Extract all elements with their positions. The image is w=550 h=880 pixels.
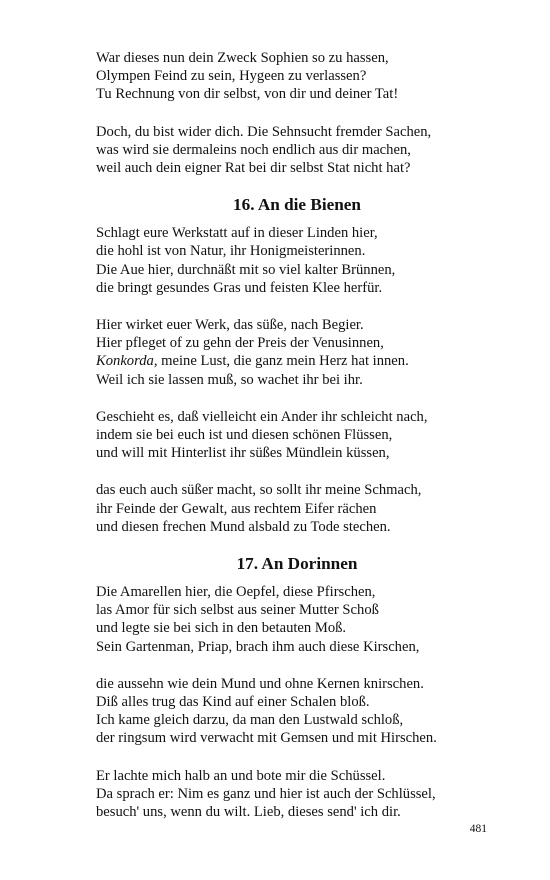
verse-line <box>96 279 496 297</box>
verse-text: Er lachte mich halb an und bote mir die Schüssel. <box>96 767 386 784</box>
page-content <box>96 49 496 821</box>
verse-line <box>96 371 496 389</box>
verse-text: das euch auch süßer macht, so sollt ihr meine Schmach, <box>96 482 422 499</box>
poem <box>96 194 496 536</box>
verse-line <box>96 583 496 601</box>
verse-text: und diesen frechen Mund alsbald zu Tode stechen. <box>96 518 391 535</box>
stanza <box>96 224 496 297</box>
poem <box>96 553 496 821</box>
verse-text: meine Lust, die ganz mein Herz hat innen. <box>157 353 409 370</box>
verse-line <box>96 408 496 426</box>
verse-line <box>96 352 496 370</box>
verse-text: was wird sie dermaleins noch endlich aus dir machen, <box>96 141 411 158</box>
verse-text: ihr Feinde der Gewalt, aus rechtem Eifer rächen <box>96 500 377 517</box>
stanza <box>96 481 496 536</box>
verse-line <box>96 67 496 85</box>
poem-list <box>96 194 496 821</box>
stanza <box>96 49 496 104</box>
verse-text: Da sprach er: Nim es ganz und hier ist auch der Schlüssel, <box>96 785 436 802</box>
verse-text: die aussehn wie dein Mund und ohne Kernen knirschen. <box>96 675 424 692</box>
verse-text: Hier pfleget of zu gehn der Preis der Venusinnen, <box>96 335 384 352</box>
verse-text: Die Amarellen hier, die Oepfel, diese Pfirschen, <box>96 584 376 601</box>
poem-continuation <box>96 49 496 177</box>
verse-line <box>96 803 496 821</box>
verse-line <box>96 693 496 711</box>
verse-line <box>96 500 496 518</box>
verse-text: besuch' uns, wenn du wilt. Lieb, dieses send' ich dir. <box>96 804 401 821</box>
verse-line <box>96 601 496 619</box>
verse-line <box>96 123 496 141</box>
verse-text: indem sie bei euch ist und diesen schönen Flüssen, <box>96 427 393 444</box>
verse-text: Weil ich sie lassen muß, so wachet ihr bei ihr. <box>96 371 363 388</box>
verse-line <box>96 518 496 536</box>
verse-line <box>96 49 496 67</box>
verse-text: Tu Rechnung von dir selbst, von dir und deiner Tat! <box>96 86 399 103</box>
verse-text: Sein Gartenman, Priap, brach ihm auch diese Kirschen, <box>96 638 420 655</box>
stanza <box>96 123 496 178</box>
stanza <box>96 316 496 389</box>
italic-name: Konkorda, <box>96 353 158 370</box>
verse-line <box>96 159 496 177</box>
verse-text: der ringsum wird verwacht mit Gemsen und mit Hirschen. <box>96 730 437 747</box>
verse-line <box>96 141 496 159</box>
verse-line <box>96 785 496 803</box>
verse-line <box>96 619 496 637</box>
verse-line <box>96 729 496 747</box>
verse-text: Die Aue hier, durchnäßt mit so viel kalter Brünnen, <box>96 261 396 278</box>
verse-text: und legte sie bei sich in den betauten Moß. <box>96 620 347 637</box>
verse-text: War dieses nun dein Zweck Sophien so zu hassen, <box>96 50 389 66</box>
poem-title: 17. An Dorinnen <box>236 554 358 574</box>
verse-line <box>96 85 496 103</box>
verse-text: Hier wirket euer Werk, das süße, nach Begier. <box>96 317 364 334</box>
verse-line <box>96 481 496 499</box>
page-number: 481 <box>469 823 487 835</box>
verse-text: die hohl ist von Natur, ihr Honigmeisterinnen. <box>96 243 366 260</box>
verse-line <box>96 334 496 352</box>
verse-line <box>96 316 496 334</box>
poem-title: 16. An die Bienen <box>233 195 361 215</box>
verse-text: Doch, du bist wider dich. Die Sehnsucht fremder Sachen, <box>96 123 432 140</box>
verse-line <box>96 711 496 729</box>
verse-line <box>96 261 496 279</box>
verse-text: las Amor für sich selbst aus seiner Mutter Schoß <box>96 602 379 619</box>
verse-line <box>96 638 496 656</box>
stanza <box>96 767 496 822</box>
verse-text: und will mit Hinterlist ihr süßes Mündlein küssen, <box>96 445 390 462</box>
verse-text: Olympen Feind zu sein, Hygeen zu verlassen? <box>96 68 367 85</box>
stanza <box>96 583 496 656</box>
verse-text: weil auch dein eigner Rat bei dir selbst Stat nicht hat? <box>96 160 411 177</box>
stanza <box>96 408 496 463</box>
verse-line <box>96 242 496 260</box>
verse-text: Schlagt eure Werkstatt auf in dieser Linden hier, <box>96 225 378 242</box>
stanza <box>96 675 496 748</box>
verse-line <box>96 767 496 785</box>
verse-line <box>96 444 496 462</box>
verse-text: die bringt gesundes Gras und feisten Klee herfür. <box>96 279 383 296</box>
verse-line <box>96 224 496 242</box>
verse-text: Geschieht es, daß vielleicht ein Ander ihr schleicht nach, <box>96 408 428 425</box>
verse-line <box>96 675 496 693</box>
verse-line <box>96 426 496 444</box>
verse-text: Diß alles trug das Kind auf einer Schalen bloß. <box>96 694 370 711</box>
verse-text: Ich kame gleich darzu, da man den Lustwald schloß, <box>96 712 404 729</box>
